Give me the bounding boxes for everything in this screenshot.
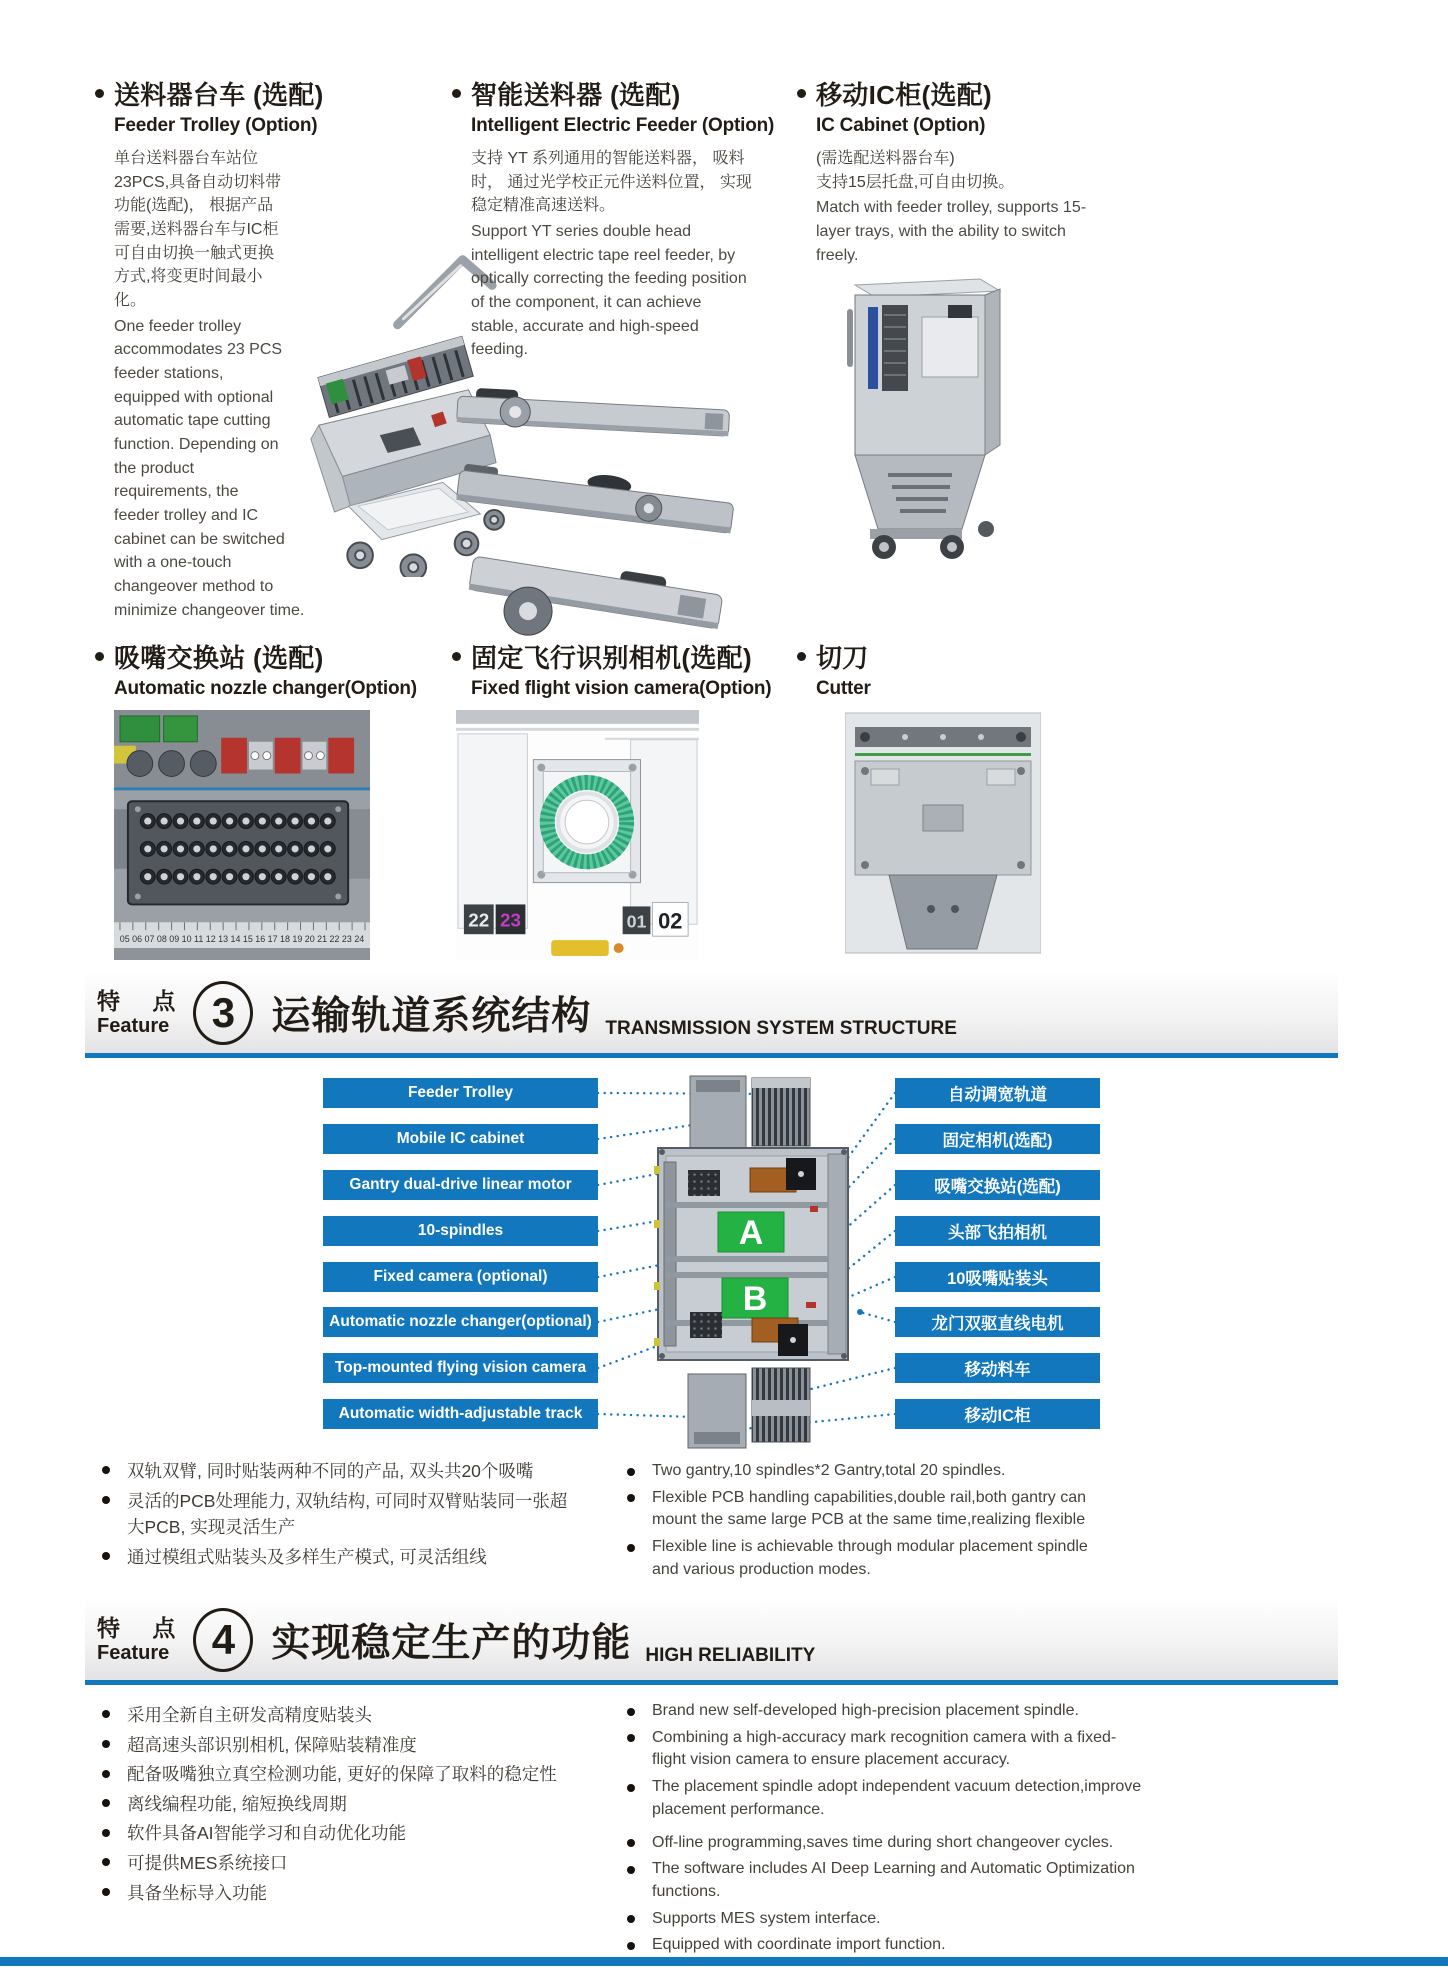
bullet-dot xyxy=(797,89,806,98)
bullet-item: 采用全新自主研发高精度贴装头 xyxy=(97,1702,627,1729)
option-title-en: Automatic nozzle changer(Option) xyxy=(114,678,417,699)
camera-tag-22: 22 xyxy=(468,909,490,931)
bullet-dot xyxy=(452,652,461,661)
bullet-item: 双轨双臂, 同时贴装两种不同的产品, 双头共20个吸嘴 xyxy=(97,1458,575,1485)
diagram-label-fixed-camera-cn: 固定相机(选配) xyxy=(895,1124,1100,1154)
option-desc-en: One feeder trolley accommodates 23 PCS feeder stations, equipped with optional automatic tape cutting function. Depending on the product requirements, the feeder trolley and IC cabinet can be switched with a one-touch changeover method to minimize changeover time. xyxy=(114,317,305,619)
option-title-cn: 智能送料器 (选配) xyxy=(471,80,681,110)
nozzle-changer-image xyxy=(114,710,467,960)
feature3-title-cn: 运输轨道系统结构 xyxy=(271,995,592,1038)
diagram-label-mobile-ic-cn: 移动IC柜 xyxy=(895,1399,1100,1429)
diagram-label-mobile-ic-cabinet: Mobile IC cabinet xyxy=(323,1124,598,1154)
option-title-cn: 切刀 xyxy=(816,643,869,673)
bullet-item: 离线编程功能, 缩短换线周期 xyxy=(97,1791,627,1818)
flight-camera-image xyxy=(455,710,752,960)
bullet-item: 可提供MES系统接口 xyxy=(97,1850,627,1877)
feature3-bullets-en xyxy=(622,1460,1104,1586)
option-ic-cabinet xyxy=(797,75,1097,562)
option-title-en: Fixed flight vision camera(Option) xyxy=(471,678,772,699)
diagram-label-gantry-motor: Gantry dual-drive linear motor xyxy=(323,1170,598,1200)
feature4-bullets-cn xyxy=(97,1702,627,1909)
feature3-banner xyxy=(85,973,1338,1058)
option-title-en: Feeder Trolley (Option) xyxy=(114,115,318,136)
option-desc-en: Support YT series double head intelligent electric tape reel feeder, by optically correcting the feeding position of the component, it can achieve stable, accurate and high-speed feeding. xyxy=(471,223,747,359)
bullet-item: Flexible PCB handling capabilities,double rail,both gantry can mount the same large PCB at the same time,realizing flexible xyxy=(622,1487,1104,1532)
diagram-label-feeder-trolley: Feeder Trolley xyxy=(323,1078,598,1108)
feature-tag xyxy=(97,988,175,1037)
option-flight-camera xyxy=(452,638,772,960)
diagram-label-nozzle-station-cn: 吸嘴交换站(选配) xyxy=(895,1170,1100,1200)
bullet-item: 通过模组式贴装头及多样生产模式, 可灵活组线 xyxy=(97,1544,575,1571)
option-title-en: Cutter xyxy=(816,678,871,699)
option-feeder-trolley xyxy=(95,75,467,624)
feature4-bullets-en xyxy=(622,1700,1142,1961)
bullet-item: Equipped with coordinate import function. xyxy=(622,1934,1142,1957)
bullet-item: 灵活的PCB处理能力, 双轨结构, 可同时双臂贴装同一张超大PCB, 实现灵活生产 xyxy=(97,1488,575,1541)
cutter-image xyxy=(845,710,1097,960)
diagram-label-flying-camera: Top-mounted flying vision camera xyxy=(323,1353,598,1383)
bullet-item: 配备吸嘴独立真空检测功能, 更好的保障了取料的稳定性 xyxy=(97,1761,627,1788)
option-cutter xyxy=(797,638,1097,960)
feature3-title-en: TRANSMISSION SYSTEM STRUCTURE xyxy=(605,1018,957,1039)
option-desc-en: Match with feeder trolley, supports 15-layer trays, with the ability to switch freely. xyxy=(816,199,1087,264)
feature-tag-cn: 特 点 xyxy=(97,1615,176,1642)
feature4-banner xyxy=(85,1600,1338,1685)
bullet-item: 超高速头部识别相机, 保障贴装精准度 xyxy=(97,1732,627,1759)
feature4-title-cn: 实现稳定生产的功能 xyxy=(271,1622,632,1665)
bullet-item: The software includes AI Deep Learning and Automatic Optimization functions. xyxy=(622,1858,1142,1903)
option-desc-cn-line1: (需选配送料器台车) xyxy=(816,150,955,167)
bullet-item: Combining a high-accuracy mark recognition camera with a fixed-flight vision camera to ensure placement accuracy. xyxy=(622,1727,1142,1772)
feature-number-badge: 4 xyxy=(193,1608,253,1672)
diagram-label-10-spindles: 10-spindles xyxy=(323,1216,598,1246)
diagram-label-fixed-camera: Fixed camera (optional) xyxy=(323,1262,598,1292)
feature-tag-cn: 特 点 xyxy=(97,988,176,1015)
option-title-cn: 送料器台车 (选配) xyxy=(114,80,324,110)
option-title-cn: 移动IC柜(选配) xyxy=(816,80,993,110)
diagram-label-10-nozzle-head-cn: 10吸嘴贴装头 xyxy=(895,1262,1100,1292)
ic-cabinet-image xyxy=(830,277,1097,562)
diagram-label-auto-width-track-cn: 自动调宽轨道 xyxy=(895,1078,1100,1108)
option-desc-cn-line2: 支持15层托盘,可自由切换。 xyxy=(816,173,1015,191)
bullet-item: Brand new self-developed high-precision placement spindle. xyxy=(622,1700,1142,1723)
bullet-item: Off-line programming,saves time during short changeover cycles. xyxy=(622,1832,1142,1855)
diagram-label-mobile-trolley-cn: 移动料车 xyxy=(895,1353,1100,1383)
option-title-en: Intelligent Electric Feeder (Option) xyxy=(471,115,775,136)
feature-tag xyxy=(97,1615,175,1664)
option-title-cn: 吸嘴交换站 (选配) xyxy=(114,643,324,673)
feature3-bullets-cn xyxy=(97,1458,575,1573)
footer-accent-bar xyxy=(0,1957,1448,1966)
bullet-dot xyxy=(452,89,461,98)
diagram-label-nozzle-changer: Automatic nozzle changer(optional) xyxy=(323,1307,598,1337)
option-title-cn: 固定飞行识别相机(选配) xyxy=(471,643,752,673)
option-desc-cn: 支持 YT 系列通用的智能送料器， 吸料时， 通过光学校正元件送料位置， 实现稳定精准高速送料。 xyxy=(471,150,752,215)
feature-tag-en: Feature xyxy=(97,1641,170,1664)
option-title-en: IC Cabinet (Option) xyxy=(816,115,986,136)
feature4-title-en: HIGH RELIABILITY xyxy=(645,1645,816,1666)
board-b-label: B xyxy=(742,1280,768,1318)
bullet-dot xyxy=(95,89,104,98)
transmission-diagram xyxy=(85,1060,1338,1462)
bullet-item: Flexible line is achievable through modular placement spindle and various production modes. xyxy=(622,1536,1104,1581)
feature-number-badge: 3 xyxy=(193,981,253,1045)
camera-tag-23: 23 xyxy=(500,909,522,931)
diagram-label-gantry-motor-cn: 龙门双驱直线电机 xyxy=(895,1307,1100,1337)
bullet-dot xyxy=(95,652,104,661)
nozzle-ruler-numbers: 05 06 07 08 09 10 11 12 13 14 15 16 17 18 19 20 21 22 23 24 xyxy=(119,934,365,945)
board-a-label: A xyxy=(738,1214,764,1252)
diagram-label-head-camera-cn: 头部飞拍相机 xyxy=(895,1216,1100,1246)
bullet-item: The placement spindle adopt independent vacuum detection,improve placement performance. xyxy=(622,1776,1142,1821)
bullet-dot xyxy=(797,652,806,661)
diagram-label-adjustable-track: Automatic width-adjustable track xyxy=(323,1399,598,1429)
feature-tag-en: Feature xyxy=(97,1014,170,1037)
camera-tag-01: 01 xyxy=(626,911,647,932)
bullet-item: Supports MES system interface. xyxy=(622,1908,1142,1931)
bullet-item: 具备坐标导入功能 xyxy=(97,1880,627,1907)
intelligent-feeder-image xyxy=(452,370,752,670)
option-intelligent-feeder xyxy=(452,75,775,670)
camera-tag-02: 02 xyxy=(658,908,683,934)
bullet-item: Two gantry,10 spindles*2 Gantry,total 20 spindles. xyxy=(622,1460,1104,1483)
machine-top-view xyxy=(600,1066,900,1456)
option-nozzle-changer xyxy=(95,638,467,960)
option-desc-cn: 单台送料器台车站位23PCS,具备自动切料带功能(选配)， 根据产品需要,送料器台车与IC柜可自由切换一触式更换方式,将变更时间最小化。 xyxy=(114,150,282,310)
bullet-item: 软件具备AI智能学习和自动优化功能 xyxy=(97,1820,627,1847)
